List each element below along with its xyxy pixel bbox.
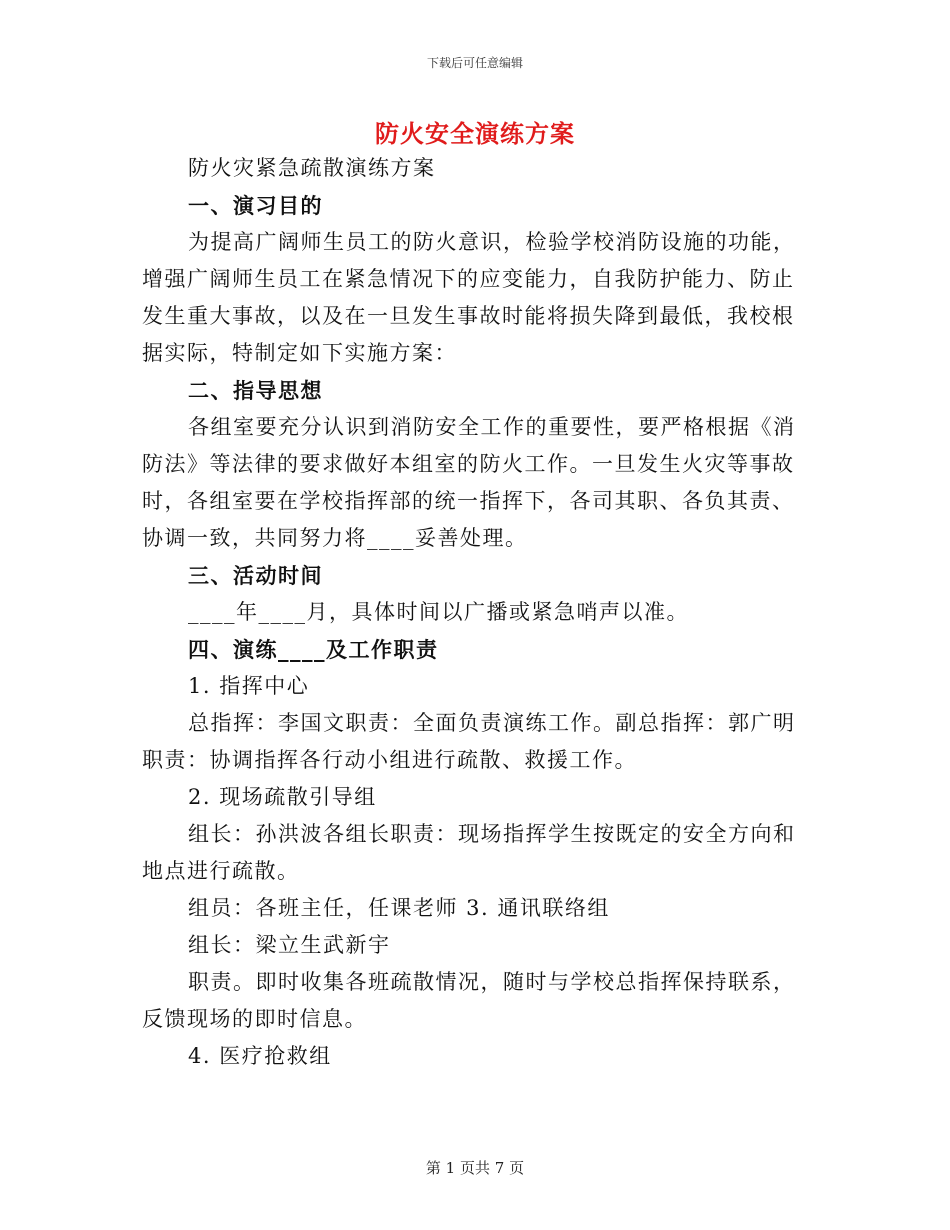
- document-body: [142, 150, 808, 1075]
- item-3-leader: 组长：梁立生武新宇: [188, 933, 391, 957]
- item-4-title: 4. 医疗抢救组: [188, 1044, 332, 1068]
- section-3-heading: 三、活动时间: [188, 563, 323, 588]
- section-1-heading: 一、演习目的: [188, 193, 323, 218]
- section-1-body: 为提高广阔师生员工的防火意识，检验学校消防设施的功能，增强广阔师生员工在紧急情况下的应变能力，自我防护能力、防止发生重大事故，以及在一旦发生事故时能将损失降到最低，我校根据实际，特制定如下实施方案：: [142, 230, 796, 365]
- item-1-title: 1. 指挥中心: [188, 674, 310, 698]
- section-2-body: 各组室要充分认识到消防安全工作的重要性，要严格根据《消防法》等法律的要求做好本组室的防火工作。一旦发生火灾等事故时，各组室要在学校指挥部的统一指挥下，各司其职、各负其责、协调一致，共同努力将____妥善处理。: [142, 415, 796, 550]
- section-2-heading: 二、指导思想: [188, 378, 323, 403]
- item-2-body: 组长：孙洪波各组长职责：现场指挥学生按既定的安全方向和地点进行疏散。: [142, 822, 796, 883]
- item-1-body: 总指挥：李国文职责：全面负责演练工作。副总指挥：郭广明职责：协调指挥各行动小组进行疏散、救援工作。: [142, 711, 796, 772]
- item-2-members: 组员：各班主任，任课老师 3. 通讯联络组: [188, 896, 610, 920]
- item-3-duty: 职责。即时收集各班疏散情况，随时与学校总指挥保持联系，反馈现场的即时信息。: [142, 970, 796, 1031]
- item-2-title: 2. 现场疏散引导组: [188, 785, 377, 809]
- page-footer: 第 1 页共 7 页: [425, 1159, 525, 1177]
- section-4-heading: 四、演练____及工作职责: [188, 637, 439, 662]
- document-title: 防火安全演练方案: [375, 119, 575, 148]
- header-note: 下载后可任意编辑: [426, 56, 523, 70]
- section-3-body: ____年____月，具体时间以广播或紧急哨声以准。: [188, 600, 689, 624]
- document-subtitle: 防火灾紧急疏散演练方案: [188, 156, 436, 180]
